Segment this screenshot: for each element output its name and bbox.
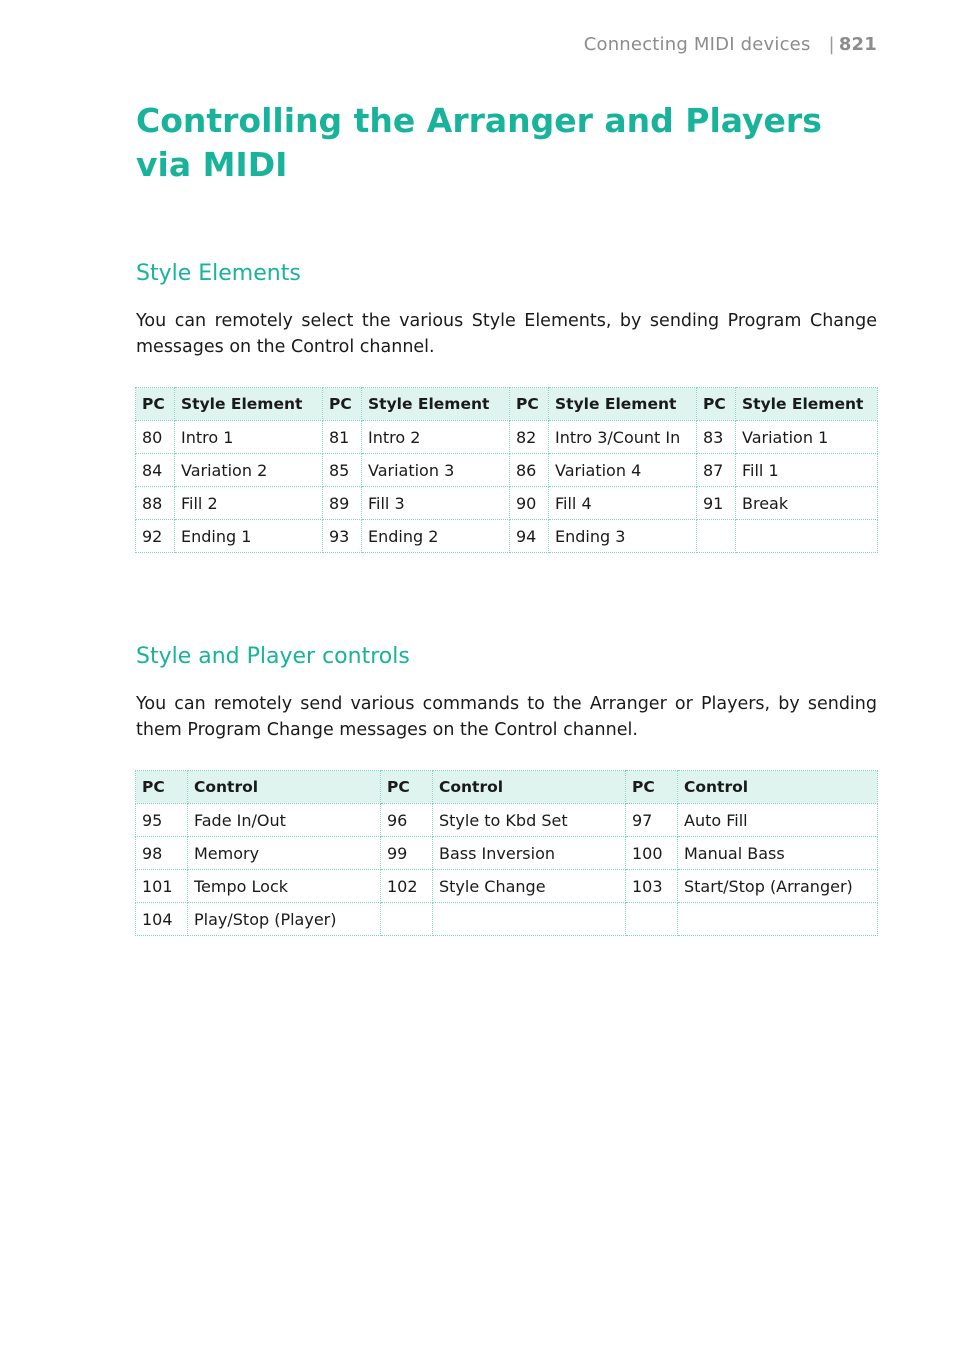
- table-cell: 97: [626, 804, 678, 837]
- table-cell: [433, 903, 626, 936]
- table-cell: 92: [136, 520, 175, 553]
- table-cell: Variation 2: [175, 454, 323, 487]
- table-cell: 84: [136, 454, 175, 487]
- table-cell: 103: [626, 870, 678, 903]
- header-section-name: Connecting MIDI devices: [583, 34, 811, 55]
- column-header: Style Element: [736, 388, 878, 421]
- table-row: [136, 487, 878, 520]
- table-cell: 101: [136, 870, 188, 903]
- table-row: [136, 804, 878, 837]
- column-header: Style Element: [175, 388, 323, 421]
- header-separator: |: [828, 34, 835, 55]
- table-cell: [678, 903, 878, 936]
- table-cell: Intro 2: [362, 421, 510, 454]
- table-cell: [381, 903, 433, 936]
- column-header: Control: [433, 771, 626, 804]
- table-cell: Tempo Lock: [188, 870, 381, 903]
- column-header: PC: [510, 388, 549, 421]
- table-cell: Manual Bass: [678, 837, 878, 870]
- table-cell: 86: [510, 454, 549, 487]
- table-cell: Bass Inversion: [433, 837, 626, 870]
- table-cell: 80: [136, 421, 175, 454]
- table-cell: 91: [697, 487, 736, 520]
- table-cell: Fill 1: [736, 454, 878, 487]
- table-cell: 94: [510, 520, 549, 553]
- style-elements-table: [135, 387, 878, 553]
- table-cell: [626, 903, 678, 936]
- table-cell: Fill 2: [175, 487, 323, 520]
- table-header-row: [136, 388, 878, 421]
- table-cell: Style to Kbd Set: [433, 804, 626, 837]
- table-cell: Start/Stop (Arranger): [678, 870, 878, 903]
- table-cell: Ending 2: [362, 520, 510, 553]
- table-cell: Memory: [188, 837, 381, 870]
- running-header: [584, 34, 877, 55]
- table-cell: 95: [136, 804, 188, 837]
- table-row: [136, 903, 878, 936]
- table-cell: Intro 1: [175, 421, 323, 454]
- table-cell: 100: [626, 837, 678, 870]
- section-heading-player-controls: Style and Player controls: [136, 644, 410, 669]
- column-header: Control: [678, 771, 878, 804]
- table-cell: 102: [381, 870, 433, 903]
- column-header: PC: [136, 771, 188, 804]
- style-elements-intro: You can remotely select the various Style Elements, by sending Program Change messages on the Control channel.: [136, 311, 877, 357]
- page-title: Controlling the Arranger and Players via MIDI: [136, 101, 822, 184]
- table-cell: 82: [510, 421, 549, 454]
- table-cell: 104: [136, 903, 188, 936]
- column-header: Control: [188, 771, 381, 804]
- player-controls-table: [135, 770, 878, 936]
- table-cell: Variation 1: [736, 421, 878, 454]
- section-heading-style-elements: Style Elements: [136, 261, 301, 286]
- column-header: PC: [323, 388, 362, 421]
- table-cell: 93: [323, 520, 362, 553]
- table-row: [136, 454, 878, 487]
- table-cell: Ending 1: [175, 520, 323, 553]
- table-cell: [697, 520, 736, 553]
- table-cell: Fade In/Out: [188, 804, 381, 837]
- table-cell: Play/Stop (Player): [188, 903, 381, 936]
- table-cell: 90: [510, 487, 549, 520]
- table-cell: Ending 3: [549, 520, 697, 553]
- table-cell: Auto Fill: [678, 804, 878, 837]
- table-header-row: [136, 771, 878, 804]
- table-cell: 87: [697, 454, 736, 487]
- table-cell: Variation 3: [362, 454, 510, 487]
- table-cell: [736, 520, 878, 553]
- table-cell: 89: [323, 487, 362, 520]
- table-cell: Break: [736, 487, 878, 520]
- page-number: 821: [838, 34, 877, 55]
- table-row: [136, 837, 878, 870]
- column-header: PC: [697, 388, 736, 421]
- column-header: PC: [136, 388, 175, 421]
- table-cell: Fill 4: [549, 487, 697, 520]
- table-cell: Variation 4: [549, 454, 697, 487]
- table-row: [136, 520, 878, 553]
- column-header: PC: [626, 771, 678, 804]
- table-cell: 85: [323, 454, 362, 487]
- column-header: Style Element: [362, 388, 510, 421]
- column-header: PC: [381, 771, 433, 804]
- player-controls-intro: You can remotely send various commands to the Arranger or Players, by sending them Program Change messages on the Control channel.: [136, 694, 877, 740]
- table-cell: Intro 3/Count In: [549, 421, 697, 454]
- table-cell: Style Change: [433, 870, 626, 903]
- table-row: [136, 870, 878, 903]
- table-cell: 83: [697, 421, 736, 454]
- table-row: [136, 421, 878, 454]
- column-header: Style Element: [549, 388, 697, 421]
- table-cell: 81: [323, 421, 362, 454]
- table-cell: 98: [136, 837, 188, 870]
- table-cell: 88: [136, 487, 175, 520]
- table-cell: Fill 3: [362, 487, 510, 520]
- table-cell: 96: [381, 804, 433, 837]
- table-cell: 99: [381, 837, 433, 870]
